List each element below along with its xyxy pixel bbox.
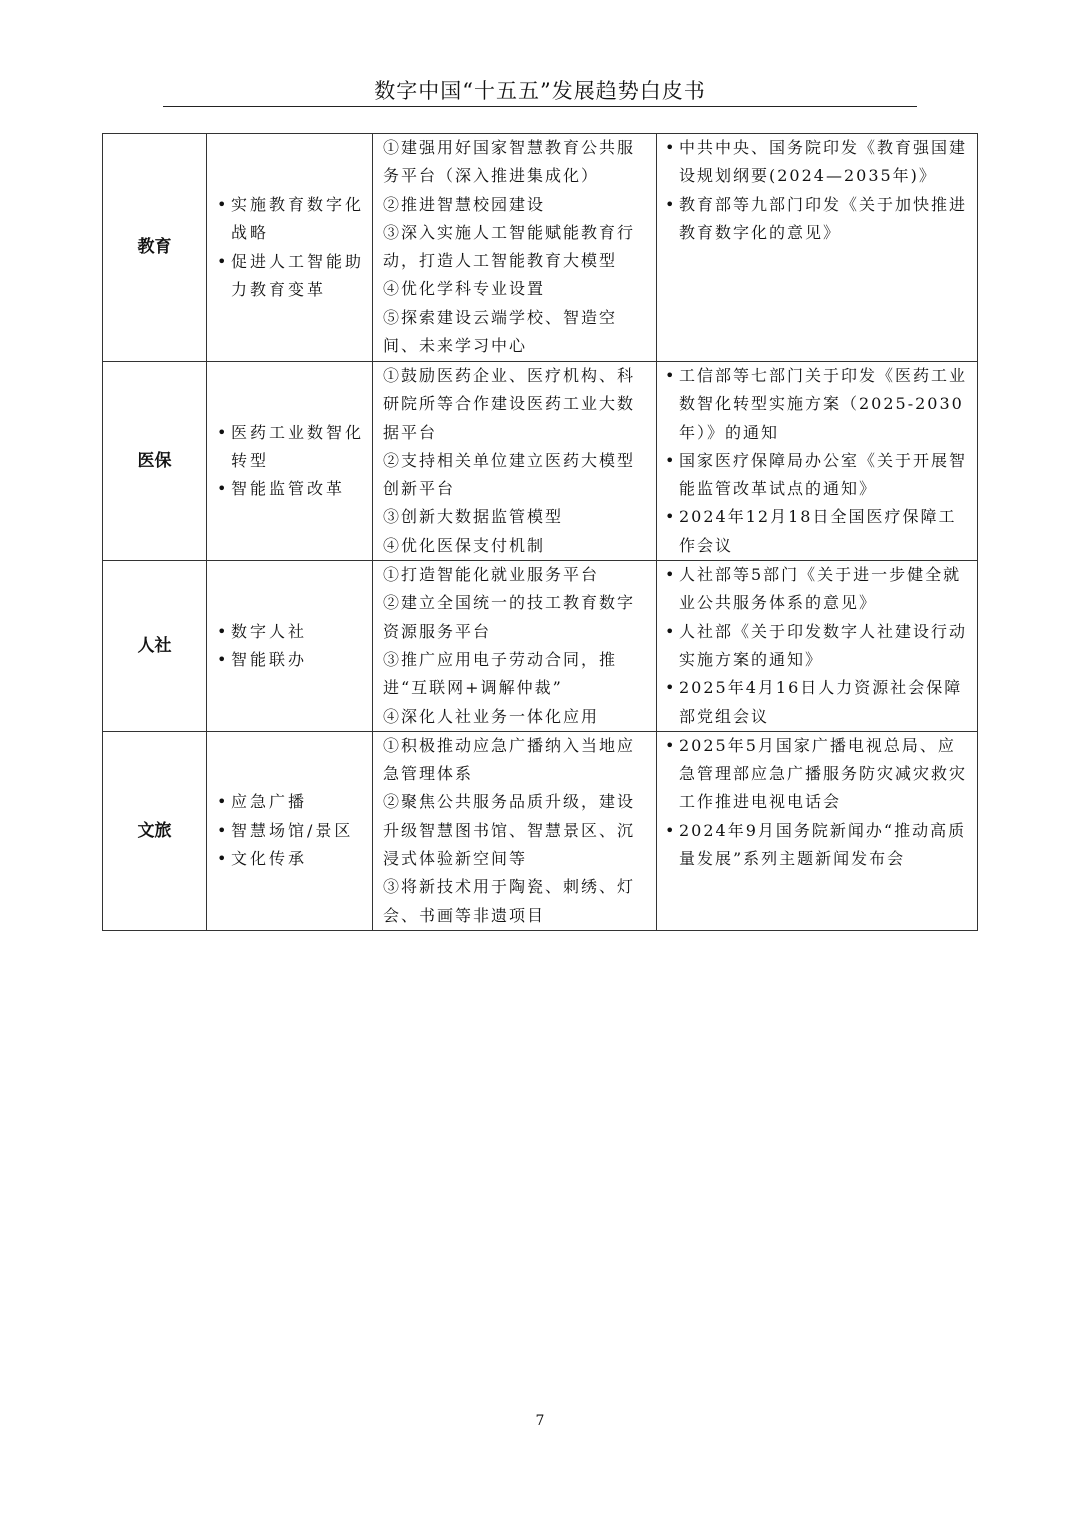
policies-cell	[657, 561, 978, 732]
policies-cell	[657, 362, 978, 561]
goal-item: • 促进人工智能助力教育变革	[217, 248, 364, 305]
measure-item: ②聚焦公共服务品质升级，建设升级智慧图书馆、智慧景区、沉浸式体验新空间等	[383, 792, 636, 869]
table-row-medical-insurance	[103, 362, 978, 561]
goal-item: • 智慧场馆/景区	[217, 817, 364, 845]
measure-item: ①积极推动应急广播纳入当地应急管理体系	[383, 735, 636, 784]
sector-cell: 教育	[103, 134, 207, 362]
measures-cell	[373, 561, 657, 732]
measure-item: ①鼓励医药企业、医疗机构、科研院所等合作建设医药工业大数据平台	[383, 366, 636, 442]
measure-item: ①打造智能化就业服务平台	[383, 565, 600, 585]
policy-item: • 2025年5月国家广播电视总局、应急管理部应急广播服务防灾减灾救灾工作推进电视电话会	[665, 732, 969, 817]
policy-item: • 中共中央、国务院印发《教育强国建设规划纲要(2024—2035年)》	[665, 134, 969, 191]
table-row-culture-tourism	[103, 731, 978, 930]
goals-cell	[207, 134, 373, 362]
goal-item: • 智能联办	[217, 646, 364, 674]
page-header-title: 数字中国“十五五”发展趋势白皮书	[374, 79, 706, 103]
goal-item: • 医药工业数智化转型	[217, 419, 364, 476]
measures-cell	[373, 134, 657, 362]
measure-item: ④优化学科专业设置	[383, 279, 546, 299]
measure-item: ④深化人社业务一体化应用	[383, 706, 600, 726]
sector-cell: 医保	[103, 362, 207, 561]
table-row-human-resources	[103, 561, 978, 732]
measures-cell	[373, 362, 657, 561]
policy-item: • 教育部等九部门印发《关于加快推进教育数字化的意见》	[665, 191, 969, 248]
policy-item: • 人社部等5部门《关于进一步健全就业公共服务体系的意见》	[665, 561, 969, 618]
measures-cell	[373, 731, 657, 930]
goal-item: • 智能监管改革	[217, 475, 364, 503]
measure-item: ②支持相关单位建立医药大模型创新平台	[383, 450, 636, 499]
goals-cell	[207, 561, 373, 732]
header-divider	[163, 106, 917, 107]
policy-item: • 2025年4月16日人力资源社会保障部党组会议	[665, 674, 969, 731]
goal-item: • 实施教育数字化战略	[217, 191, 364, 248]
measure-item: ②推进智慧校园建设	[383, 194, 546, 214]
policy-table	[102, 133, 978, 931]
measure-item: ②建立全国统一的技工教育数字资源服务平台	[383, 593, 636, 641]
policy-item: • 2024年9月国务院新闻办“推动高质量发展”系列主题新闻发布会	[665, 817, 969, 874]
measure-item: ①建强用好国家智慧教育公共服务平台（深入推进集成化）	[383, 138, 636, 186]
measure-item: ③创新大数据监管模型	[383, 507, 564, 527]
sector-cell: 人社	[103, 561, 207, 732]
measure-item: ③深入实施人工智能赋能教育行动，打造人工智能教育大模型	[383, 222, 636, 271]
goal-item: • 应急广播	[217, 788, 364, 816]
policy-item: • 人社部《关于印发数字人社建设行动实施方案的通知》	[665, 618, 969, 675]
policies-cell	[657, 731, 978, 930]
measure-item: ⑤探索建设云端学校、智造空间、未来学习中心	[383, 307, 618, 356]
policy-item: • 2024年12月18日全国医疗保障工作会议	[665, 503, 969, 560]
measure-item: ③将新技术用于陶瓷、刺绣、灯会、书画等非遗项目	[383, 877, 636, 925]
goal-item: • 文化传承	[217, 845, 364, 873]
policy-item: • 工信部等七部门关于印发《医药工业数智化转型实施方案（2025-2030年）》的通知	[665, 362, 969, 447]
table-row-education	[103, 134, 978, 362]
sector-cell: 文旅	[103, 731, 207, 930]
policies-cell	[657, 134, 978, 362]
goals-cell	[207, 731, 373, 930]
page-number: 7	[535, 1413, 545, 1429]
policy-item: • 国家医疗保障局办公室《关于开展智能监管改革试点的通知》	[665, 447, 969, 504]
measure-item: ③推广应用电子劳动合同，推进“互联网+调解仲裁”	[383, 649, 618, 698]
measure-item: ④优化医保支付机制	[383, 535, 546, 555]
goals-cell	[207, 362, 373, 561]
goal-item: • 数字人社	[217, 618, 364, 646]
